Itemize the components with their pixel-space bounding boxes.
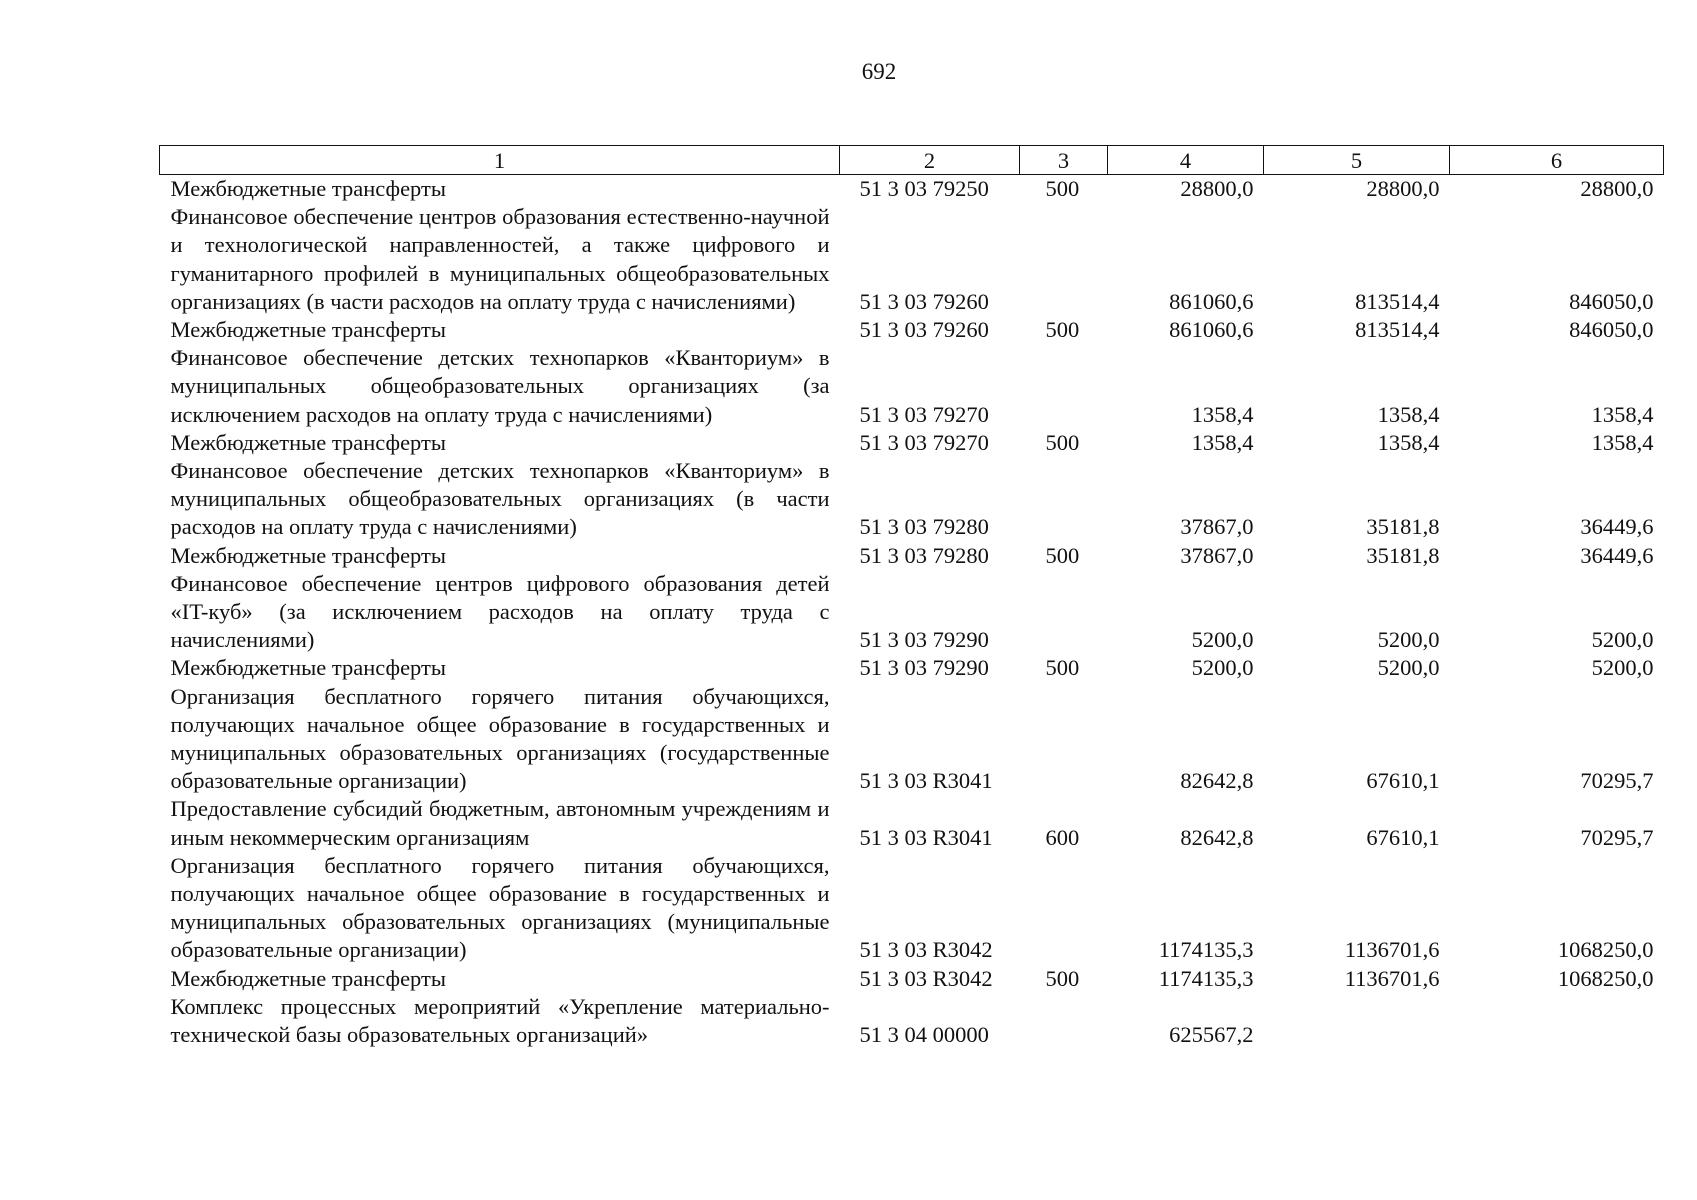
table-row <box>160 654 1664 682</box>
row-value-2027-cell: 28800,0 <box>1580 176 1654 201</box>
row-value-2025-cell: 28800,0 <box>1180 176 1254 201</box>
row-value-2026-cell: 813514,4 <box>1355 288 1440 314</box>
row-value-2025-cell: 82642,8 <box>1180 824 1254 850</box>
row-value-2026-cell: 1136701,6 <box>1344 965 1440 991</box>
row-value-2025-cell: 5200,0 <box>1191 627 1254 653</box>
row-expense-type-cell: 500 <box>1045 965 1080 991</box>
row-name-cell: Финансовое обеспечение центров образования естественно-научной и технологической направленностей, а также цифрового и гуманитарного профилей в муниципальных общеобразовательных организациях (в части расходов на оплату труда с начислениями) <box>170 204 830 314</box>
row-value-2027-cell: 1068250,0 <box>1557 937 1654 963</box>
table-row <box>160 429 1664 457</box>
row-value-2027-cell: 36449,6 <box>1580 514 1654 540</box>
row-value-2027-cell: 1068250,0 <box>1557 965 1654 991</box>
row-value-2027-cell: 846050,0 <box>1569 288 1654 314</box>
table-row <box>160 316 1664 344</box>
row-value-2025-cell: 82642,8 <box>1180 768 1254 794</box>
row-name-cell: Межбюджетные трансферты <box>170 429 446 455</box>
row-expense-type-cell <box>1020 993 1108 1049</box>
row-value-2027-cell: 70295,7 <box>1580 768 1654 794</box>
row-value-2027-cell: 846050,0 <box>1569 317 1654 343</box>
row-value-2027-cell: 1358,4 <box>1591 401 1654 427</box>
table-row <box>160 344 1664 429</box>
table-row <box>160 175 1664 204</box>
row-value-2027-cell: 36449,6 <box>1580 542 1654 568</box>
row-value-2025-cell: 625567,2 <box>1169 1022 1254 1048</box>
row-name-cell: Межбюджетные трансферты <box>170 542 446 568</box>
column-header-4: 4 <box>1108 146 1264 175</box>
table-row <box>160 965 1664 993</box>
row-code-cell: 51 3 03 R3042 <box>859 965 993 991</box>
row-name-cell: Предоставление субсидий бюджетным, автономным учреждениям и иным некоммерческим организациям <box>170 796 830 850</box>
table-row <box>160 570 1664 655</box>
row-code-cell: 51 3 04 00000 <box>859 1022 989 1048</box>
row-value-2027-cell: 5200,0 <box>1591 655 1654 681</box>
row-code-cell: 51 3 03 79280 <box>859 542 989 568</box>
row-value-2026-cell: 1358,4 <box>1377 429 1440 455</box>
table-header-row <box>160 146 1664 175</box>
row-code-cell: 51 3 03 R3042 <box>859 937 993 963</box>
table-row <box>160 457 1664 542</box>
row-value-2026-cell: 5200,0 <box>1377 655 1440 681</box>
row-value-2026-cell: 1136701,6 <box>1344 937 1440 963</box>
row-expense-type-cell: 500 <box>1045 655 1080 681</box>
row-expense-type-cell <box>1020 683 1108 796</box>
row-value-2027-cell <box>1450 993 1664 1049</box>
row-value-2026-cell: 35181,8 <box>1366 542 1440 568</box>
column-header-2: 2 <box>840 146 1020 175</box>
column-header-5: 5 <box>1264 146 1450 175</box>
row-code-cell: 51 3 03 R3041 <box>859 824 993 850</box>
row-expense-type-cell <box>1020 203 1108 316</box>
row-expense-type-cell <box>1020 852 1108 965</box>
row-expense-type-cell <box>1020 457 1108 542</box>
row-name-cell: Межбюджетные трансферты <box>170 317 446 343</box>
row-code-cell: 51 3 03 79270 <box>859 401 989 427</box>
row-expense-type-cell <box>1020 570 1108 655</box>
row-name-cell: Межбюджетные трансферты <box>170 965 446 991</box>
table-row <box>160 852 1664 965</box>
row-value-2025-cell: 37867,0 <box>1180 542 1254 568</box>
row-name-cell: Финансовое обеспечение детских технопарков «Кванториум» в муниципальных общеобразовательных организациях (за исключением расходов на оплату труда с начислениями) <box>170 345 830 427</box>
row-expense-type-cell: 500 <box>1045 542 1080 568</box>
row-expense-type-cell: 500 <box>1045 429 1080 455</box>
table-row <box>160 993 1664 1049</box>
column-header-3: 3 <box>1020 146 1108 175</box>
row-name-cell: Межбюджетные трансферты <box>170 655 446 681</box>
column-header-6: 6 <box>1450 146 1664 175</box>
row-value-2026-cell: 1358,4 <box>1377 401 1440 427</box>
row-value-2025-cell: 1174135,3 <box>1158 937 1254 963</box>
row-value-2025-cell: 861060,6 <box>1169 288 1254 314</box>
table-row <box>160 203 1664 316</box>
page-number: 692 <box>861 59 897 84</box>
row-expense-type-cell <box>1020 344 1108 429</box>
row-value-2027-cell: 5200,0 <box>1591 627 1654 653</box>
row-code-cell: 51 3 03 79280 <box>859 514 989 540</box>
row-code-cell: 51 3 03 R3041 <box>859 768 993 794</box>
row-value-2025-cell: 1358,4 <box>1191 429 1254 455</box>
row-value-2027-cell: 1358,4 <box>1591 429 1654 455</box>
table-row <box>160 542 1664 570</box>
row-code-cell: 51 3 03 79250 <box>859 176 989 201</box>
row-code-cell: 51 3 03 79290 <box>859 627 989 653</box>
row-value-2025-cell: 861060,6 <box>1169 317 1254 343</box>
row-expense-type-cell: 500 <box>1045 317 1080 343</box>
row-name-cell: Организация бесплатного горячего питания обучающихся, получающих начальное общее образование в государственных и муниципальных образовательных организациях (муниципальные образовательные организации) <box>170 852 830 963</box>
row-name-cell: Комплекс процессных мероприятий «Укрепление материально-технической базы образовательных организаций» <box>170 993 830 1048</box>
table-row <box>160 683 1664 796</box>
row-value-2026-cell: 67610,1 <box>1366 824 1440 850</box>
row-code-cell: 51 3 03 79290 <box>859 655 989 681</box>
row-name-cell: Межбюджетные трансферты <box>170 176 446 201</box>
row-expense-type-cell: 600 <box>1045 824 1080 850</box>
row-value-2026-cell <box>1264 993 1450 1049</box>
row-value-2025-cell: 37867,0 <box>1180 514 1254 540</box>
row-value-2027-cell: 70295,7 <box>1580 824 1654 850</box>
table-body <box>160 175 1664 1050</box>
row-name-cell: Финансовое обеспечение центров цифрового образования детей «IT-куб» (за исключением расходов на оплату труда с начислениями) <box>170 570 830 653</box>
row-value-2026-cell: 813514,4 <box>1355 317 1440 343</box>
row-value-2026-cell: 35181,8 <box>1366 514 1440 540</box>
budget-table <box>159 145 1664 1049</box>
row-value-2025-cell: 1174135,3 <box>1158 965 1254 991</box>
row-value-2026-cell: 28800,0 <box>1366 176 1440 201</box>
row-value-2026-cell: 67610,1 <box>1366 768 1440 794</box>
row-name-cell: Организация бесплатного горячего питания обучающихся, получающих начальное общее образование в государственных и муниципальных образовательных организациях (государственные образовательные организации) <box>170 683 830 794</box>
row-name-cell: Финансовое обеспечение детских технопарков «Кванториум» в муниципальных общеобразовательных организациях (в части расходов на оплату труда с начислениями) <box>170 458 830 540</box>
row-value-2025-cell: 1358,4 <box>1191 401 1254 427</box>
row-value-2025-cell: 5200,0 <box>1191 655 1254 681</box>
table-row <box>160 795 1664 851</box>
row-expense-type-cell: 500 <box>1045 176 1080 201</box>
row-code-cell: 51 3 03 79260 <box>859 288 989 314</box>
row-value-2026-cell: 5200,0 <box>1377 627 1440 653</box>
column-header-1: 1 <box>160 146 840 175</box>
row-code-cell: 51 3 03 79270 <box>859 429 989 455</box>
row-code-cell: 51 3 03 79260 <box>859 317 989 343</box>
